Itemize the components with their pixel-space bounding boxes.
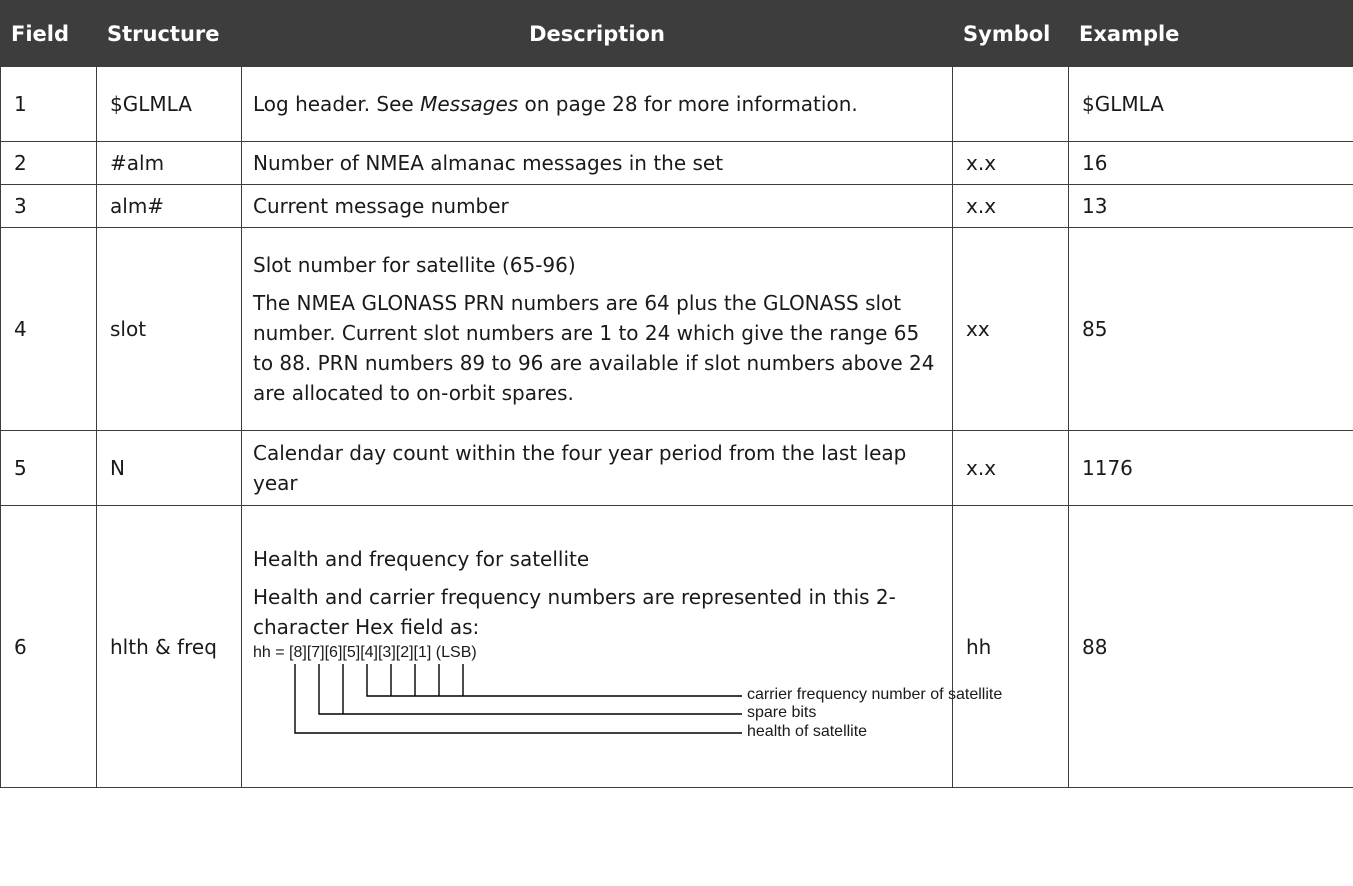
field-cell: 6 [1, 506, 97, 788]
label-health: health of satellite [747, 723, 868, 740]
symbol-cell: xx [953, 228, 1069, 431]
header-example: Example [1069, 1, 1353, 67]
header-field: Field [1, 1, 97, 67]
leader-health [295, 664, 742, 733]
symbol-cell [953, 67, 1069, 142]
label-spare-bits: spare bits [747, 704, 817, 721]
table-row [1, 142, 1353, 185]
table-row [1, 431, 1353, 506]
example-cell: 16 [1069, 142, 1353, 185]
description-paragraph: Health and carrier frequency numbers are represented in this 2-character Hex field as: [253, 585, 896, 639]
label-carrier-frequency: carrier frequency number of satellite [747, 686, 1003, 703]
field-cell: 5 [1, 431, 97, 506]
table-row [1, 228, 1353, 431]
symbol-cell: hh [953, 506, 1069, 788]
description-cell [242, 67, 953, 142]
description-cell [242, 228, 953, 431]
header-structure: Structure [97, 1, 242, 67]
structure-cell: N [97, 431, 242, 506]
example-cell: 85 [1069, 228, 1353, 431]
table-row [1, 506, 1353, 788]
header-description: Description [242, 1, 953, 67]
description-paragraph: The NMEA GLONASS PRN numbers are 64 plus the GLONASS slot number. Current slot numbers are 1 to 24 which give the range 65 to 88. PRN numbers 89 to 96 are available if slot numbers above 24 are allocated to on-orbit spares. [253, 291, 935, 405]
structure-cell: slot [97, 228, 242, 431]
structure-cell: hlth & freq [97, 506, 242, 788]
table-row [1, 67, 1353, 142]
field-cell: 4 [1, 228, 97, 431]
example-cell: 88 [1069, 506, 1353, 788]
table-row [1, 185, 1353, 228]
structure-cell: alm# [97, 185, 242, 228]
field-cell: 2 [1, 142, 97, 185]
leader-carrier-frequency [367, 664, 742, 696]
structure-cell: #alm [97, 142, 242, 185]
example-cell: 13 [1069, 185, 1353, 228]
leader-spare-bits [319, 664, 742, 714]
example-cell: 1176 [1069, 431, 1353, 506]
description-cell: Calendar day count within the four year period from the last leap year [242, 431, 953, 506]
symbol-cell: x.x [953, 431, 1069, 506]
description-paragraph: Slot number for satellite (65-96) [253, 253, 576, 277]
messages-link[interactable]: Messages [420, 92, 519, 116]
description-text: on page 28 for more information. [518, 92, 858, 116]
description-cell: Number of NMEA almanac messages in the set [242, 142, 953, 185]
header-row [1, 1, 1353, 67]
description-text: Log header. See [253, 92, 421, 116]
field-cell: 3 [1, 185, 97, 228]
symbol-cell: x.x [953, 142, 1069, 185]
description-paragraph: Health and frequency for satellite [253, 547, 590, 571]
example-cell: $GLMLA [1069, 67, 1353, 142]
bit-leader-lines [253, 644, 793, 749]
field-cell: 1 [1, 67, 97, 142]
description-cell: Current message number [242, 185, 953, 228]
description-cell [242, 506, 1003, 788]
bit-field-diagram [253, 644, 1003, 749]
structure-cell: $GLMLA [97, 67, 242, 142]
header-symbol: Symbol [953, 1, 1069, 67]
symbol-cell: x.x [953, 185, 1069, 228]
bit-layout-line: hh = [8][7][6][5][4][3][2][1] (LSB) [253, 644, 477, 661]
